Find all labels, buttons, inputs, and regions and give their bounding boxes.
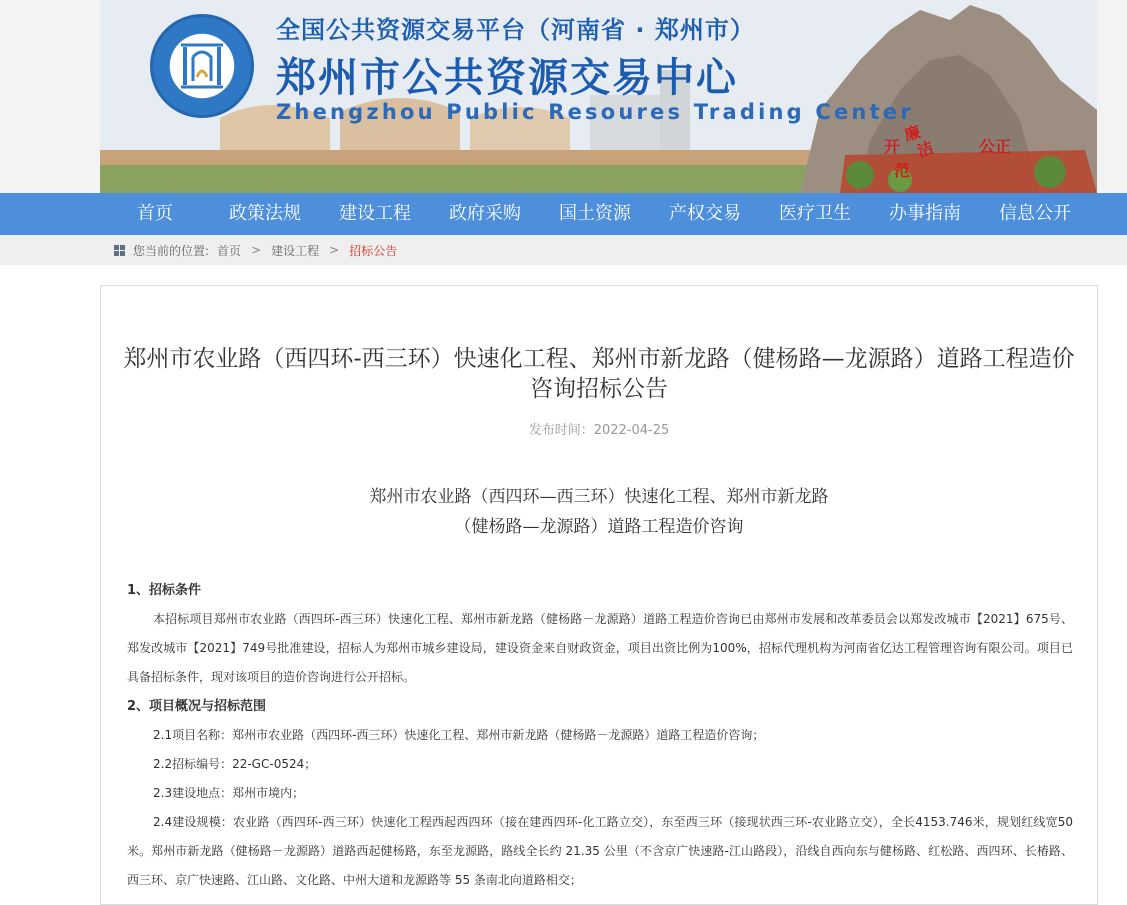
breadcrumb-home-link[interactable]: 首页 [217,243,242,258]
list-item: 2.2招标编号：22-GC-0524； [153,757,317,771]
breadcrumb [114,235,1127,265]
nav-item-home[interactable]: 首页 [137,203,173,224]
center-title-english: Zhengzhou Public Resoures Trading Center [276,100,914,124]
breadcrumb-section-link[interactable]: 建设工程 [271,243,320,258]
breadcrumb-separator: > [251,243,262,257]
slogan-char: 廉 [902,122,923,145]
site-banner [0,0,1127,193]
slogan-char: 公正 [979,137,1012,156]
nav-item-guide[interactable]: 办事指南 [889,203,961,224]
logo-icon [175,37,229,95]
nav-item-policy[interactable]: 政策法规 [229,203,301,224]
slogan-char: 洁 [914,137,937,162]
breadcrumb-current-link[interactable]: 招标公告 [349,243,398,258]
section-paragraph: 本招标项目郑州市农业路（西四环-西三环）快速化工程、郑州市新龙路（健杨路－龙源路）道路工程造价咨询已由郑州市发展和改革委员会以郑发改城市【2021】675号、郑发改城市【2021】749号批准建设，招标人为郑州市城乡建设局，建设资金来自财政资金，项目出资比例为100%，招标代理机构为河南省亿达工程管理咨询有限公司。项目已具备招标条件，现对该项目的造价咨询进行公开招标。 [127,612,1073,684]
article-title: 郑州市农业路（西四环-西三环）快速化工程、郑州市新龙路（健杨路—龙源路）道路工程造价咨询招标公告 [123,346,1075,402]
article-publish-date: 发布时间：2022-04-25 [528,423,670,438]
breadcrumb-prefix: 您当前的位置: [133,243,210,258]
banner-right-margin [1097,0,1127,193]
slogan-char: 开 [884,137,901,156]
article-body [101,576,1097,895]
article-subtitle-line: 郑州市农业路（西四环—西三环）快速化工程、郑州市新龙路 [369,487,829,507]
breadcrumb-bar [0,235,1127,265]
article-subtitle [101,482,1097,542]
platform-title: 全国公共资源交易平台（河南省 · 郑州市） [276,16,755,44]
center-title: 郑州市公共资源交易中心 [276,55,738,101]
article-subtitle-line: （健杨路—龙源路）道路工程造价咨询 [454,517,744,537]
nav-item-land[interactable]: 国土资源 [559,203,631,224]
nav-item-procurement[interactable]: 政府采购 [449,203,521,224]
nav-item-medical[interactable]: 医疗卫生 [779,203,851,224]
section-heading: 1、招标条件 [127,583,202,598]
slogan-char: 范 [894,161,911,180]
logo-emblem[interactable] [150,14,254,118]
breadcrumb-separator: > [329,243,340,257]
section-heading: 2、项目概况与招标范围 [127,699,267,714]
article-panel [100,285,1098,905]
nav-item-construction[interactable]: 建设工程 [339,203,411,224]
banner-left-margin [0,0,100,193]
location-grid-icon [114,245,125,256]
main-nav [0,193,1127,235]
nav-item-property[interactable]: 产权交易 [669,203,741,224]
nav-item-disclosure[interactable]: 信息公开 [999,203,1071,224]
list-item: 2.1项目名称：郑州市农业路（西四环-西三环）快速化工程、郑州市新龙路（健杨路－龙源路）道路工程造价咨询； [153,728,765,742]
list-item: 2.3建设地点：郑州市境内； [153,786,305,800]
list-item: 2.4建设规模：农业路（西四环-西三环）快速化工程西起西四环（接在建西四环-化工路立交），东至西三环（接现状西三环-农业路立交），全长4153.746米，规划红线宽50米。郑州市新龙路（健杨路－龙源路）道路西起健杨路，东至龙源路，路线全长约 21.35 公里（不含京广快速路-江山路段），沿线自西向东与健杨路、红松路、西四环、长椿路、西三环、京广快速路、江山路、文化路、中州大道和龙源路等 55 条南北向道路相交； [127,815,1073,887]
